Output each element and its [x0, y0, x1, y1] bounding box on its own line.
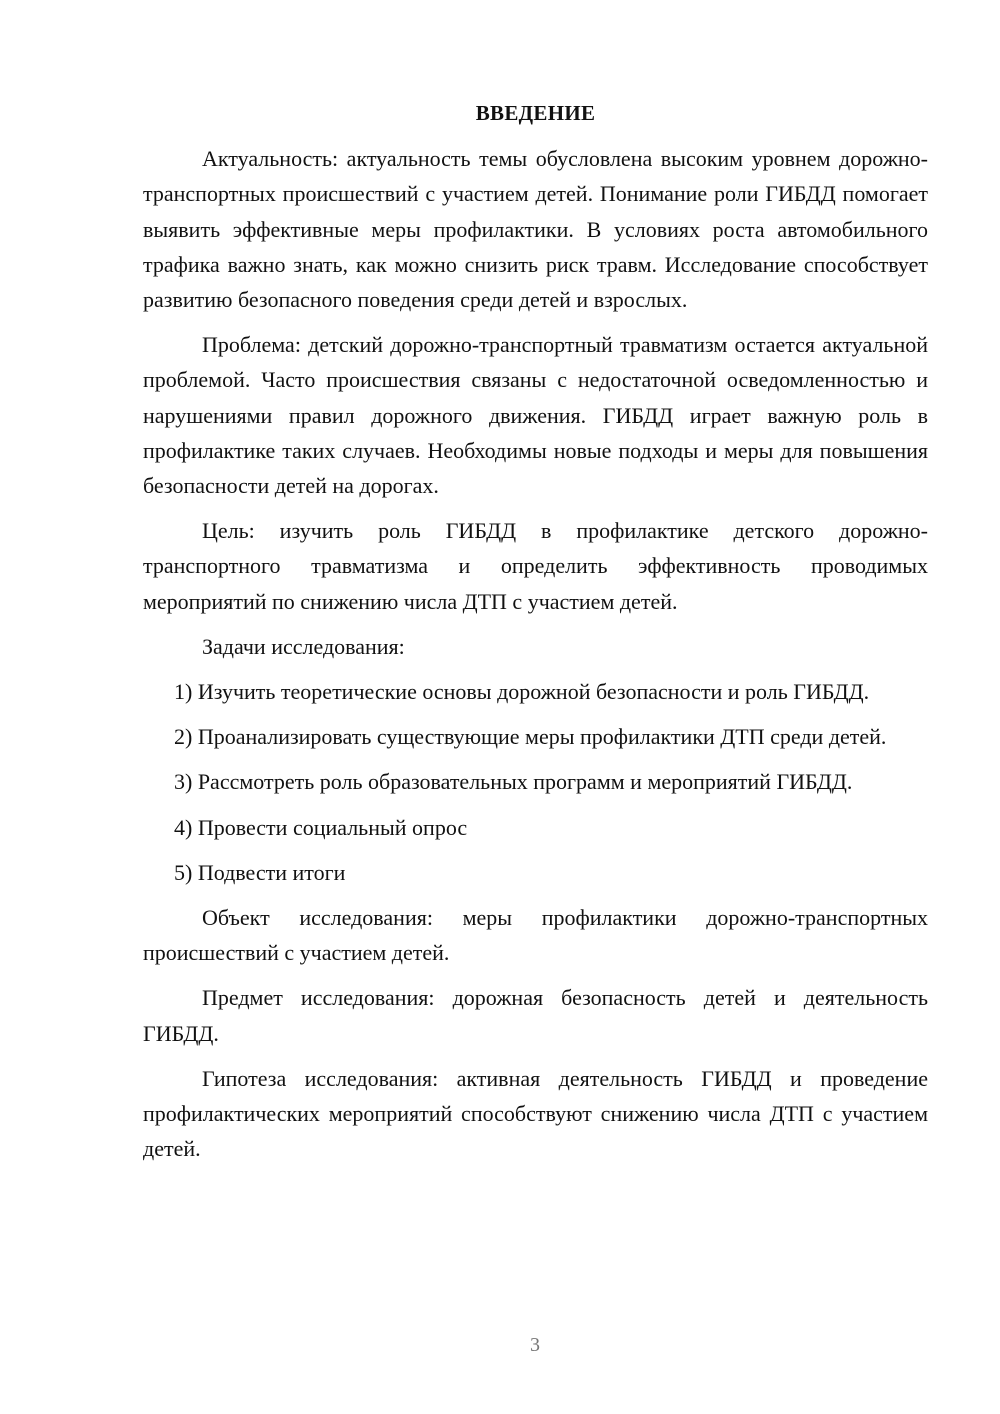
task-item-3: 3) Рассмотреть роль образовательных программ и мероприятий ГИБДД.	[174, 769, 853, 795]
task-item-5: 5) Подвести итоги	[174, 859, 346, 885]
paragraph-goal: Цель: изучить роль ГИБДД в профилактике детского дорожно-транспортного травматизма и определить эффективность проводимых мероприятий по снижению числа ДТП с участием детей.	[143, 518, 928, 614]
tasks-heading: Задачи исследования:	[202, 633, 405, 659]
task-item-1: 1) Изучить теоретические основы дорожной безопасности и роль ГИБДД.	[174, 679, 870, 705]
task-item-2: 2) Проанализировать существующие меры профилактики ДТП среди детей.	[174, 724, 887, 750]
task-item-4: 4) Провести социальный опрос	[174, 814, 468, 840]
page-number: 3	[530, 1334, 540, 1356]
paragraph-relevance: Актуальность: актуальность темы обусловлена высоким уровнем дорожно-транспортных происшествий с участием детей. Понимание роли ГИБДД помогает выявить эффективные меры профилактики. В условиях роста автомобильного трафика важно знать, как можно снизить риск травм. Исследование способствует развитию безопасного поведения среди детей и взрослых.	[143, 146, 928, 313]
paragraph-subject: Предмет исследования: дорожная безопасность детей и деятельность ГИБДД.	[143, 985, 928, 1046]
document-body	[143, 96, 928, 1176]
section-title: ВВЕДЕНИЕ	[475, 101, 596, 125]
paragraph-hypothesis: Гипотеза исследования: активная деятельность ГИБДД и проведение профилактических мероприятий способствуют снижению числа ДТП с участием детей.	[143, 1065, 928, 1162]
paragraph-object: Объект исследования: меры профилактики дорожно-транспортных происшествий с участием детей.	[143, 905, 928, 966]
paragraph-problem: Проблема: детский дорожно-транспортный травматизм остается актуальной проблемой. Часто происшествия связаны с недостаточной осведомленностью и нарушениями правил дорожного движения. ГИБДД играет важную роль в профилактике таких случаев. Необходимы новые подходы и меры для повышения безопасности детей на дорогах.	[143, 332, 928, 499]
